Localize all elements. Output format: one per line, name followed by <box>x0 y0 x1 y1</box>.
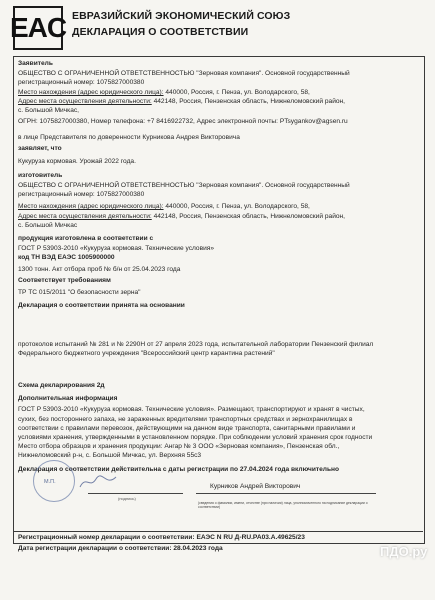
basis-label: Декларация о соответствии принята на основании <box>18 302 185 309</box>
registration-divider <box>13 531 423 532</box>
protocol-line-2: Федерального бюджетного учреждения "Всероссийский центр карантина растений" <box>18 350 275 357</box>
watermark-logo: ПДО.ру <box>380 544 428 559</box>
signature-caption: (подпись) <box>118 496 136 501</box>
applicant-label: Заявитель <box>18 60 53 67</box>
applicant-activity-2: с. Большой Мичкас, <box>18 107 80 114</box>
signer-note: (сведения о фамилии, имени, отчестве (при наличии) лица, уполномоченного на подписание декларации о соответствии) <box>198 501 368 510</box>
manufacturer-activity: Адрес места осуществления деятельности: 442148, Россия, Пензенская область, Нижнеломовский район, <box>18 213 346 220</box>
requirements-label: Соответствует требованиям <box>18 277 111 284</box>
manufacturer-label: изготовитель <box>18 172 63 179</box>
union-title: ЕВРАЗИЙСКИЙ ЭКОНОМИЧЕСКИЙ СОЮЗ <box>72 10 291 22</box>
declares-label: заявляет, что <box>18 145 62 152</box>
production-label: продукция изготовлена в соответствии с <box>18 235 154 242</box>
applicant-name-2: регистрационный номер: 1075827000380 <box>18 79 145 86</box>
signer-name: Курников Андрей Викторович <box>210 483 301 490</box>
batch-info: 1300 тонн. Акт отбора проб № б/н от 25.04.2023 года <box>18 266 181 273</box>
applicant-name-1: ОБЩЕСТВО С ОГРАНИЧЕННОЙ ОТВЕТСТВЕННОСТЬЮ "Зерновая компания". Основной государственный <box>18 70 350 77</box>
additional-line-4: условиями хранения, утвержденными в установленном порядке. При соблюдении условий хранения срок годности <box>18 434 373 441</box>
applicant-activity: Адрес места осуществления деятельности: 442148, Россия, Пензенская область, Нижнеломовский район, <box>18 98 346 105</box>
validity-text: Декларация о соответствии действительна с даты регистрации по 27.04.2024 года включительно <box>18 466 340 473</box>
additional-info-label: Дополнительная информация <box>18 395 118 402</box>
registration-number: Регистрационный номер декларации о соответствии: ЕАЭС N RU Д-RU.PA03.A.49625/23 <box>18 534 305 541</box>
signature-line <box>88 493 183 494</box>
applicant-representative: в лице Представителя по доверенности Курникова Андрея Викторовича <box>18 134 240 141</box>
document-title: ДЕКЛАРАЦИЯ О СООТВЕТСТВИИ <box>72 26 249 38</box>
manufacturer-name-1: ОБЩЕСТВО С ОГРАНИЧЕННОЙ ОТВЕТСТВЕННОСТЬЮ "Зерновая компания". Основной государственный <box>18 182 350 189</box>
signature-scribble <box>78 473 118 491</box>
manufacturer-activity-2: с. Большой Мичкас <box>18 222 78 229</box>
additional-line-2: сухих, без постороннего запаха, не зараженных вредителями транспортных средствах и зернохранилищах в <box>18 416 353 423</box>
requirements-value: ТР ТС 015/2011 "О безопасности зерна" <box>18 289 141 296</box>
name-line <box>196 493 376 494</box>
product-name: Кукуруза кормовая. Урожай 2022 года. <box>18 158 136 165</box>
seal-label: М.П. <box>44 479 56 485</box>
additional-line-3: соответствии с правилами перевозок, действующими на данном виде транспорта, санитарными правилами и <box>18 425 356 432</box>
protocol-line-1: протоколов испытаний № 281 и № 2290Н от 27 апреля 2023 года, испытательной лаборатории Пензенский филиал <box>18 341 374 348</box>
manufacturer-location: Место нахождения (адрес юридического лица): 440000, Россия, г. Пенза, ул. Володарского, 58, <box>18 203 310 210</box>
applicant-location: Место нахождения (адрес юридического лица): 440000, Россия, г. Пенза, ул. Володарского, 58, <box>18 89 310 96</box>
manufacturer-name-2: регистрационный номер: 1075827000380 <box>18 191 145 198</box>
additional-line-5: Место отбора образцов и хранения продукции: Ангар № 3 ООО «Зерновая компания», Пензенская обл., <box>18 443 340 450</box>
applicant-contacts: ОГРН: 1075827000380, Номер телефона: +7 8416922732, Адрес электронной почты: PTsygankov@agsen.ru <box>18 118 348 125</box>
registration-date: Дата регистрации декларации о соответствии: 28.04.2023 года <box>18 545 223 552</box>
additional-line-6: Нижнеломовский р-н, с. Большой Мичкас, ул. Верхняя 55с3 <box>18 452 202 459</box>
production-standard: ГОСТ Р 53903-2010 «Кукуруза кормовая. Технические условия» <box>18 245 215 252</box>
tnved-code: код ТН ВЭД ЕАЭС 1005900000 <box>18 254 115 261</box>
additional-line-1: ГОСТ Р 53903-2010 «Кукуруза кормовая. Технические условия». Размещают, транспортируют и хранят в чистых, <box>18 406 365 413</box>
eac-logo: EAC <box>13 6 63 50</box>
scheme-label: Схема декларирования 2д <box>18 382 105 389</box>
